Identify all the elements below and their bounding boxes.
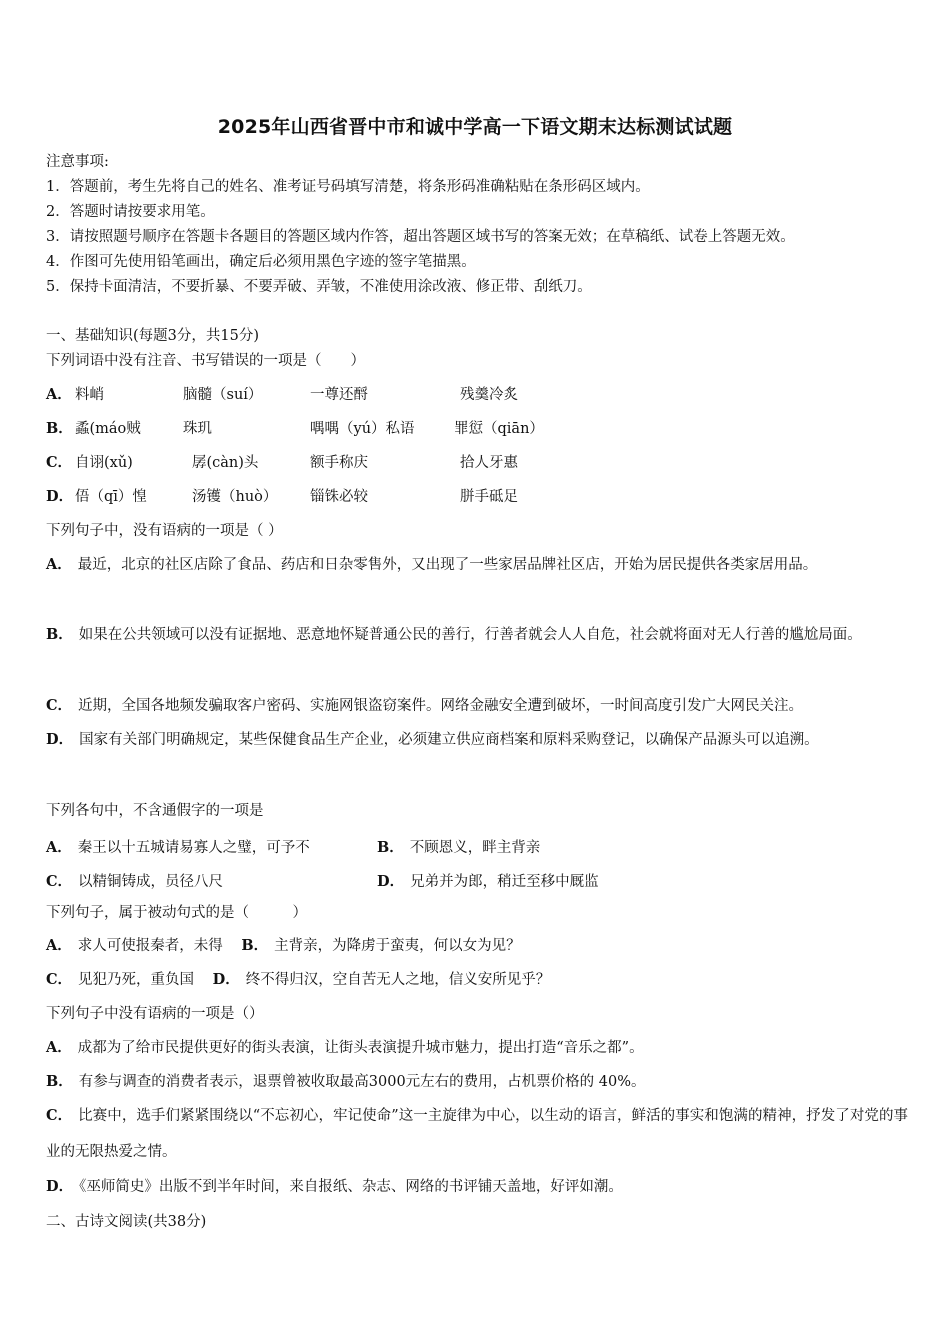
option-label: A． [46,386,72,403]
option-cell: 俉（qī）惶 [75,489,147,505]
option-label: C． [46,873,73,890]
option-cell: 汤镬（huò） [192,489,278,505]
notice-item: 4．作图可先使用铅笔画出，确定后必须用黑色字迹的签字笔描黑。 [46,254,476,270]
option-label: C． [46,697,73,714]
option-text: 求人可使报秦者，未得 [77,938,223,954]
option-text: 见犯乃死，重负国 [78,972,195,988]
notice-item: 3．请按照题号顺序在答题卡各题目的答题区域内作答，超出答题区域书写的答案无效；在草稿纸、试卷上答题无效。 [46,229,795,245]
option-cell: 残羹冷炙 [460,387,518,403]
option-text: 比赛中，选手们紧紧围绕以“不忘初心，牢记使命”这一主旋律为中心，以生动的语言，鲜活的事实和饱满的精神，抒发了对党的事业的无限热爱之情。 [46,1108,908,1160]
option-cell: 一尊还酹 [310,387,368,403]
option-cell: 珠玑 [183,421,212,437]
question-stem: 下列词语中没有注音、书写错误的一项是（ ） [46,353,365,369]
option-text: 主背亲，为降虏于蛮夷，何以女为见？ [274,938,521,954]
option-label: D． [212,971,240,988]
option-label: D． [46,731,74,748]
option-text: 《巫师简史》出版不到半年时间，来自报纸、杂志、网络的书评铺天盖地，好评如潮。 [79,1179,623,1195]
option-label: B． [46,1073,73,1090]
option-label: B． [241,937,269,954]
option-paragraph [46,688,908,724]
option-label: B． [377,839,404,856]
question-stem: 下列句子，属于被动句式的是（ ） [46,905,307,921]
option-cell: 蟊(máo贼 [75,421,141,437]
option-row [46,971,550,989]
option-label: D． [46,1178,74,1195]
option-text: 近期，全国各地频发骗取客户密码、实施网银盗窃案件。网络金融安全遭到破坏，一时间高度引发广大网民关注。 [78,698,804,714]
option-label: A． [46,937,72,954]
option-text: 成都为了给市民提供更好的街头表演，让街头表演提升城市魅力，提出打造“音乐之都”。 [77,1040,644,1056]
option-label: A． [46,839,72,856]
option-cell: 胼手砥足 [460,489,518,505]
option-text: 最近，北京的社区店除了食品、药店和日杂零售外，又出现了一些家居品牌社区店，开始为居民提供各类家居用品。 [77,557,818,573]
option-cell: 锱铢必较 [310,489,368,505]
option-label: A． [46,556,72,573]
option-text: 如果在公共领域可以没有证据地、恶意地怀疑普通公民的善行，行善者就会人人自危，社会就将面对无人行善的尴尬局面。 [78,627,862,643]
option-cell: 罪愆（qiān） [454,421,544,437]
option-text: 兄弟并为郎，稍迁至移中厩监 [410,874,599,890]
option-paragraph [46,547,908,583]
option-cell: 额手称庆 [310,455,368,471]
section-heading: 二、古诗文阅读(共38分) [46,1214,207,1230]
option-label: C． [46,454,73,471]
option-text: 秦王以十五城请易寡人之璧，可予不 [77,840,310,856]
option-text: 以精铜铸成，员径八尺 [78,874,224,890]
question-stem: 下列句子中没有语病的一项是（） [46,1006,264,1022]
option-paragraph [46,617,908,653]
question-stem: 下列各句中，不含通假字的一项是 [46,803,264,819]
option-text: 终不得归汉，空自苦无人之地，信义安所见乎？ [245,972,551,988]
option-cell: 拾人牙惠 [460,455,518,471]
question-stem: 下列句子中，没有语病的一项是（ ） [46,523,283,539]
notice-item: 2．答题时请按要求用笔。 [46,204,215,220]
option-cell: 自诩(xǔ) [75,455,133,471]
option-cell: 脑髓（suí） [183,387,263,403]
option-row [46,488,906,508]
option-paragraph [46,1064,908,1100]
option-label: B． [46,420,73,437]
option-paragraph [46,1030,908,1066]
notice-item: 5．保持卡面清洁，不要折暴、不要弄破、弄皱，不准使用涂改液、修正带、刮纸刀。 [46,279,592,295]
option-label: A． [46,1039,72,1056]
notice-item: 1．答题前，考生先将自己的姓名、准考证号码填写清楚，将条形码准确粘贴在条形码区域内。 [46,179,650,195]
option-cell: 孱(càn)头 [192,455,259,471]
option-label: D． [46,488,74,505]
option-row [46,870,906,890]
option-label: C． [46,971,73,988]
option-row [46,420,906,440]
option-cell: 料峭 [75,387,104,403]
option-text: 不顾恩义，畔主背亲 [409,840,541,856]
option-paragraph [46,722,908,758]
option-label: D． [377,873,405,890]
page-title: 2025年山西省晋中市和诚中学高一下语文期末达标测试试题 [217,116,733,138]
option-text: 国家有关部门明确规定，某些保健食品生产企业，必须建立供应商档案和原料采购登记，以确保产品源头可以追溯。 [79,732,819,748]
notice-heading: 注意事项: [46,154,109,170]
option-row [46,836,906,856]
option-paragraph [46,1098,908,1170]
option-paragraph [46,1169,908,1205]
option-row [46,386,906,406]
option-text: 有参与调查的消费者表示，退票曾被收取最高3000元左右的费用，占机票价格的 40%。 [78,1074,646,1090]
option-row [46,937,521,955]
section-heading: 一、基础知识(每题3分，共15分) [46,328,259,344]
option-row [46,454,906,474]
option-cell: 喁喁（yú）私语 [310,421,415,437]
option-label: B． [46,626,73,643]
option-label: C． [46,1107,73,1124]
